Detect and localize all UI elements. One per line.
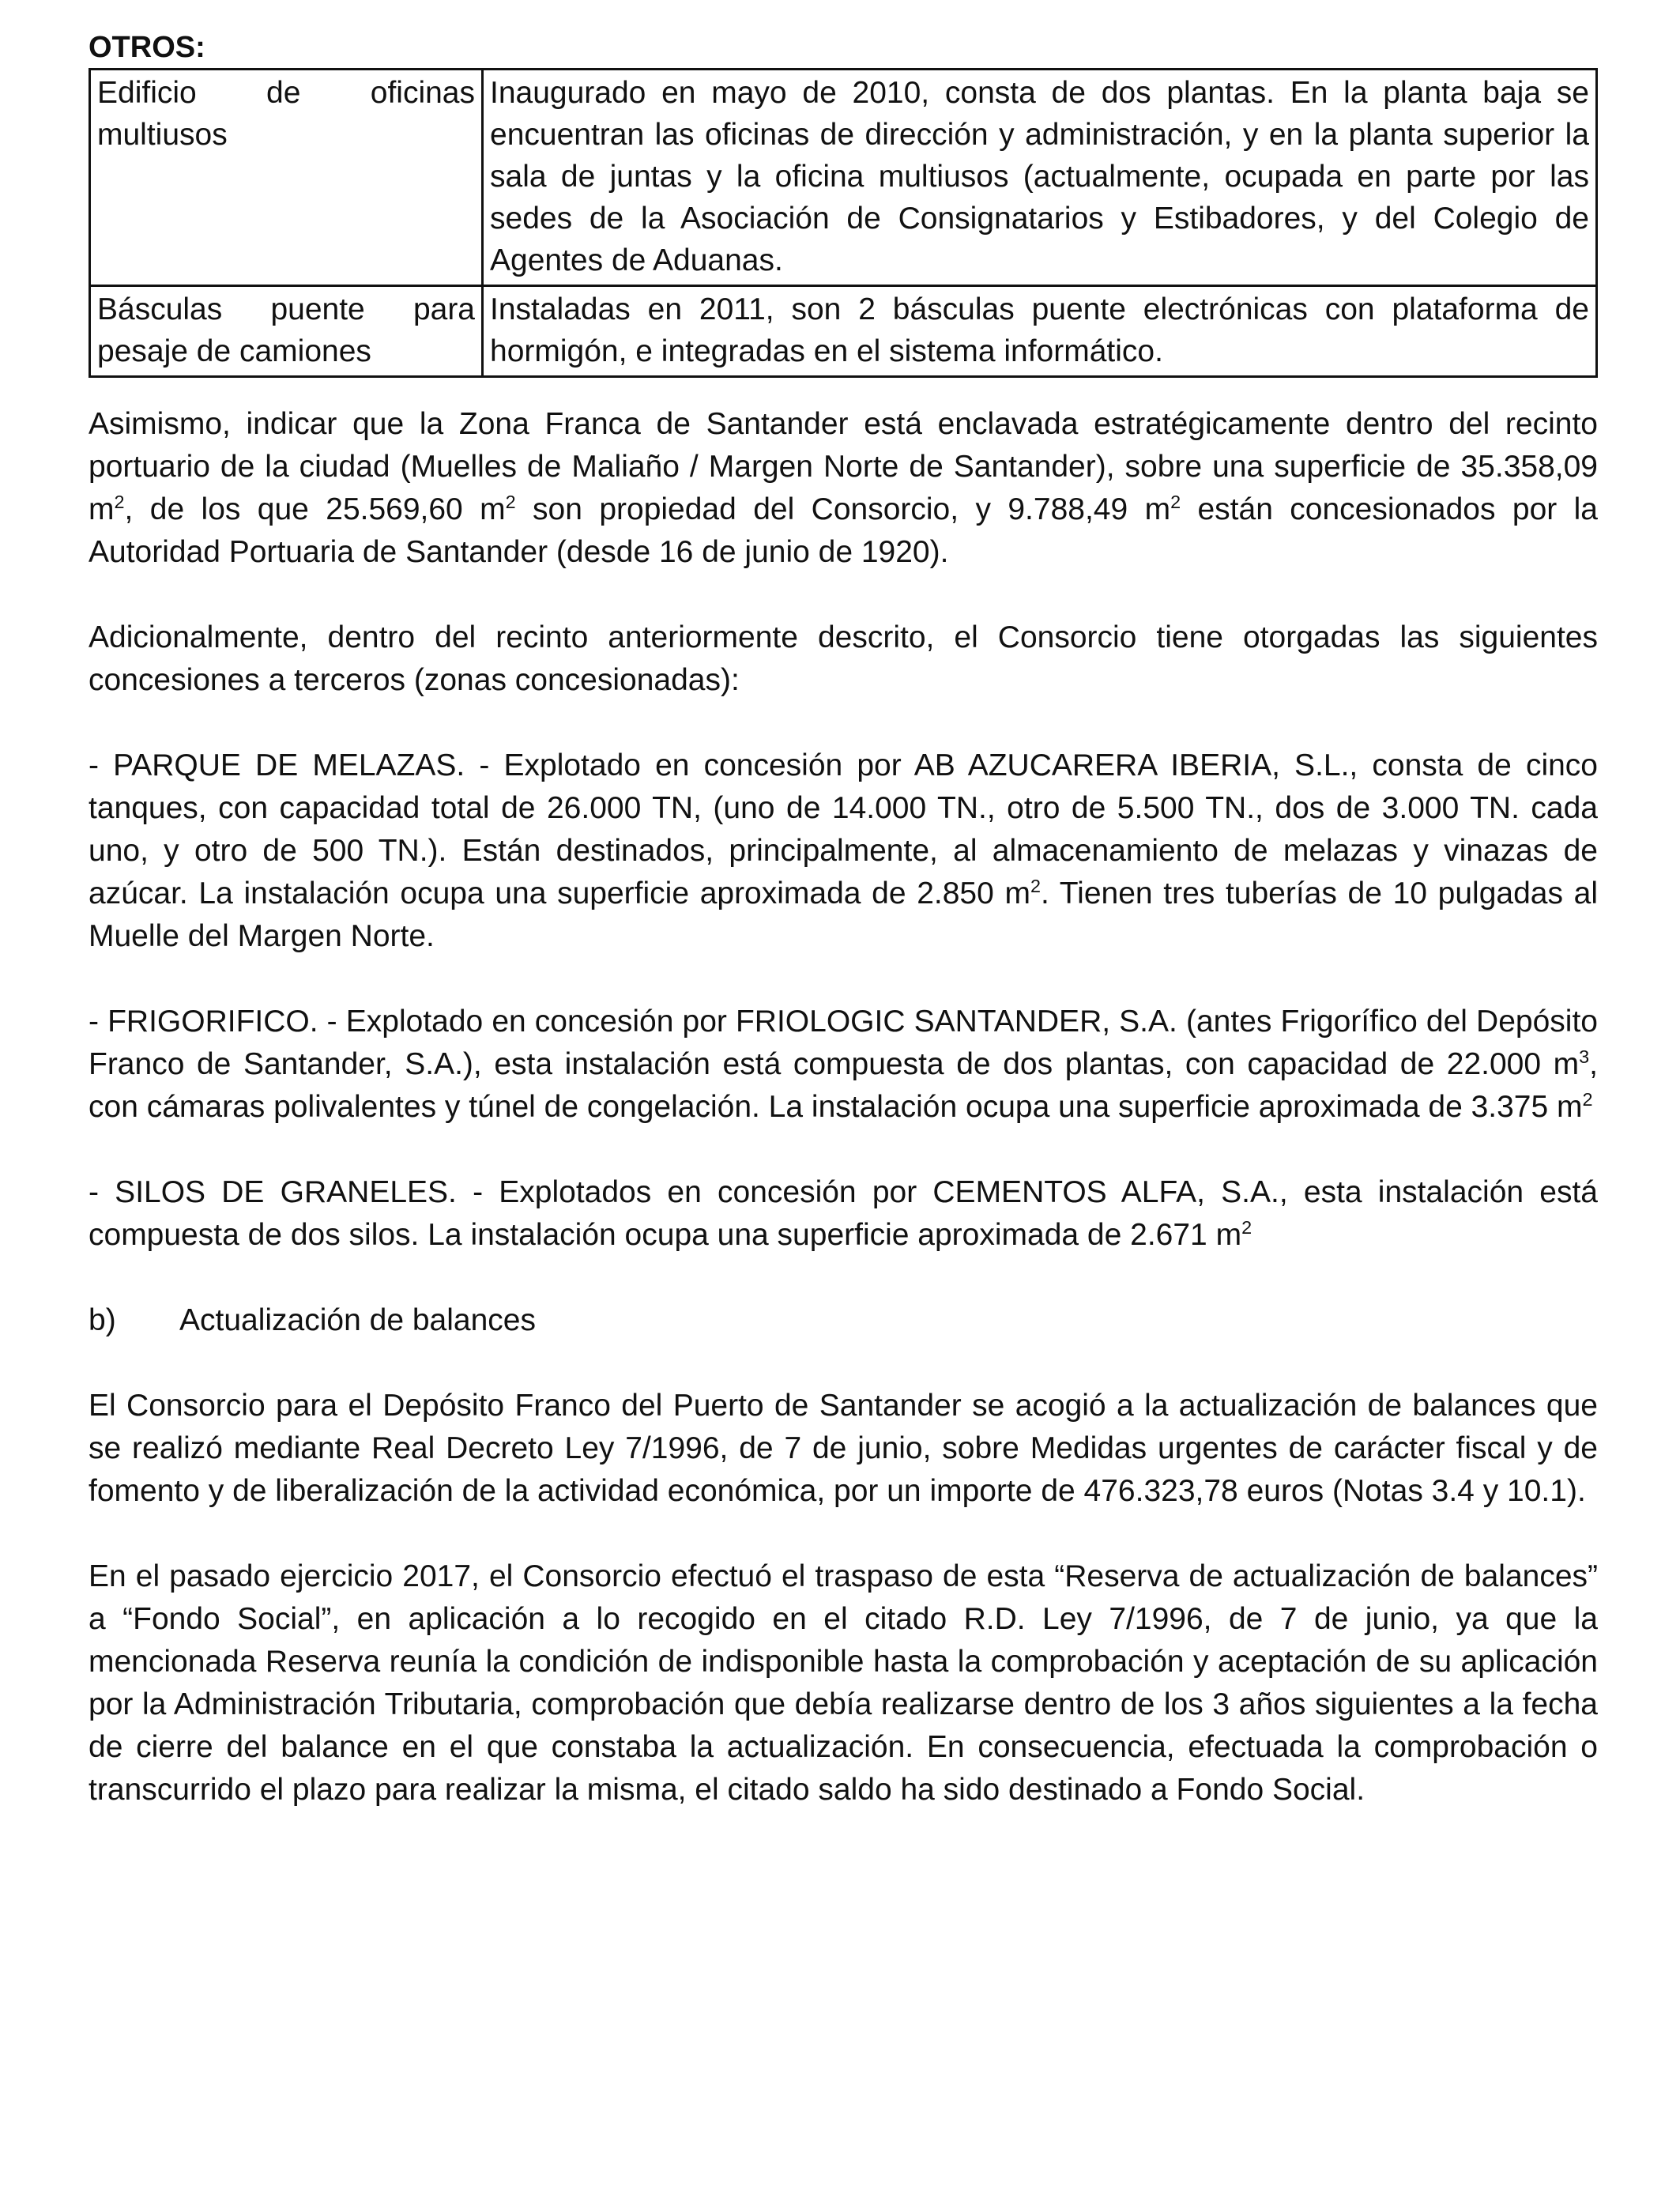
superscript: 2 [114, 492, 125, 512]
table-row [90, 70, 1597, 286]
paragraph-concesiones: Adicionalmente, dentro del recinto anteriormente descrito, el Consorcio tiene otorgadas las siguientes concesiones a terceros (zonas concesionadas): [89, 620, 1598, 697]
text-segment: - PARQUE DE MELAZAS. - Explotado en concesión por AB AZUCARERA IBERIA, S.L., consta de cinco tanques, con capacidad total de 26.000 TN, (uno de 14.000 TN., otro de 5.500 TN., dos de 3.000 TN. cada uno, y otro de 500 TN.). Están destinados, principalmente, al almacenamiento de melazas y vinazas de azúcar. La instalación ocupa una superficie aproximada de 2.850 m [89, 748, 1598, 910]
paragraph-actualizacion-balances: El Consorcio para el Depósito Franco del Puerto de Santander se acogió a la actualización de balances que se realizó mediante Real Decreto Ley 7/1996, de 7 de junio, sobre Medidas urgentes de carácter fiscal y de fomento y de liberalización de la actividad económica, por un importe de 476.323,78 euros (Notas 3.4 y 10.1). [89, 1389, 1598, 1508]
table-row [90, 286, 1597, 377]
text-segment: - SILOS DE GRANELES. - Explotados en concesión por CEMENTOS ALFA, S.A., esta instalación está compuesta de dos silos. La instalación ocupa una superficie aproximada de 2.671 m [89, 1175, 1598, 1252]
list-item-frigorifico [89, 1001, 1598, 1129]
text-segment: son propiedad del Consorcio, y 9.788,49 m [515, 492, 1171, 526]
section-heading-otros: OTROS: [89, 31, 205, 64]
text-segment: . Tienen tres tuberías de 10 pulgadas al Muelle del Margen Norte. [89, 876, 1598, 953]
table-cell-label: Edificio de oficinas multiusos [90, 70, 483, 286]
text-segment: están concesionados por la Autoridad Portuaria de Santander (desde 16 de junio de 1920). [89, 492, 1599, 569]
section-title: Actualización de balances [179, 1303, 536, 1337]
text-segment: - FRIGORIFICO. - Explotado en concesión por FRIOLOGIC SANTANDER, S.A. (antes Frigorífico del Depósito Franco de Santander, S.A.), esta instalación está compuesta de dos plantas, con capacidad de 22.000 m [89, 1005, 1598, 1081]
text-segment: , con cámaras polivalentes y túnel de congelación. La instalación ocupa una superficie aproximada de 3.375 m [89, 1047, 1598, 1124]
section-heading-b [89, 1299, 1598, 1342]
superscript: 2 [1582, 1089, 1593, 1110]
superscript: 2 [1030, 876, 1041, 896]
section-letter: b) [89, 1303, 116, 1337]
superscript: 2 [1170, 492, 1181, 512]
table-cell-label: Básculas puente para pesaje de camiones [90, 286, 483, 377]
table-cell-description: Inaugurado en mayo de 2010, consta de dos plantas. En la planta baja se encuentran las oficinas de dirección y administración, y en la planta superior la sala de juntas y la oficina multiusos (actualmente, ocupada en parte por las sedes de la Asociación de Consignatarios y Estibadores, y del Colegio de Agentes de Aduanas. [483, 70, 1597, 286]
otros-table [89, 68, 1598, 378]
superscript: 2 [505, 492, 516, 512]
superscript: 2 [1241, 1217, 1252, 1238]
text-segment: , de los que 25.569,60 m [124, 492, 506, 526]
list-item-silos-graneles [89, 1171, 1598, 1257]
paragraph-zona-franca [89, 403, 1598, 574]
paragraph-traspaso-fondo-social: En el pasado ejercicio 2017, el Consorcio efectuó el traspaso de esta “Reserva de actualización de balances” a “Fondo Social”, en aplicación a lo recogido en el citado R.D. Ley 7/1996, de 7 de junio, ya que la mencionada Reserva reunía la condición de indisponible hasta la comprobación y aceptación de su aplicación por la Administración Tributaria, comprobación que debía realizarse dentro de los 3 años siguientes a la fecha de cierre del balance en el que constaba la actualización. En consecuencia, efectuada la comprobación o transcurrido el plazo para realizar la misma, el citado saldo ha sido destinado a Fondo Social. [89, 1559, 1598, 1807]
superscript: 3 [1579, 1046, 1590, 1067]
document-page [89, 30, 1598, 1811]
text-segment: Asimismo, indicar que la Zona Franca de Santander está enclavada estratégicamente dentro del recinto portuario de la ciudad (Muelles de Maliaño / Margen Norte de Santander), sobre una superficie de 35.358,09 m [89, 407, 1598, 526]
list-item-parque-melazas [89, 745, 1598, 958]
table-cell-description: Instaladas en 2011, son 2 básculas puente electrónicas con plataforma de hormigón, e integradas en el sistema informático. [483, 286, 1597, 377]
